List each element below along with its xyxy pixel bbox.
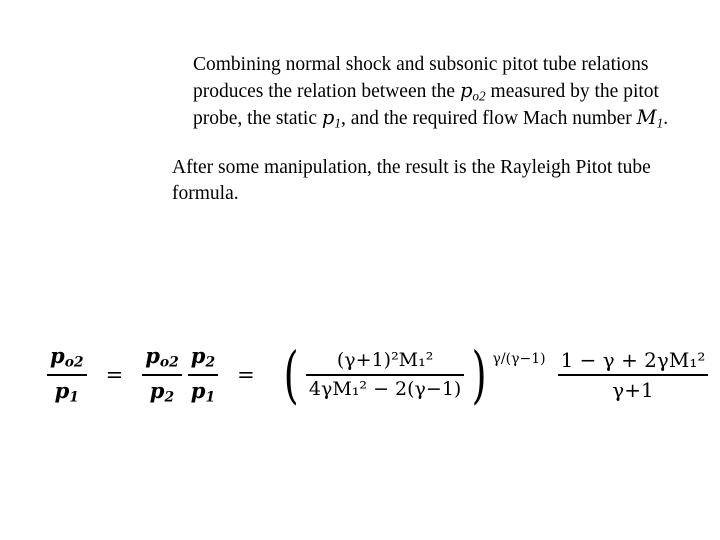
num-subscript: o2 bbox=[64, 354, 84, 371]
den-subscript: 1 bbox=[205, 389, 216, 406]
exponent-gamma-over-gamma-minus-one: γ/(γ−1) bbox=[492, 350, 546, 367]
den-symbol: p bbox=[190, 378, 206, 403]
parenthesized-power-term bbox=[279, 337, 546, 411]
den-subscript: 1 bbox=[69, 389, 79, 406]
equals-sign-2: = bbox=[237, 363, 255, 387]
num-symbol: p bbox=[190, 343, 206, 369]
subscript-o2: o2 bbox=[472, 88, 486, 104]
rayleigh-pitot-formula bbox=[44, 330, 704, 420]
paragraph-2-line-2: Pitot tube formula. bbox=[172, 156, 651, 204]
fraction-denominator bbox=[188, 378, 218, 407]
fraction-p2-over-p1 bbox=[188, 343, 218, 407]
left-parenthesis: ( bbox=[283, 337, 299, 411]
num-symbol: p bbox=[145, 343, 160, 369]
paragraph-1-line-1: Combining normal shock and subsonic pitot tube bbox=[193, 54, 577, 75]
paragraph-1-line-3-suffix: , and the bbox=[340, 108, 408, 130]
subscript-1: 1 bbox=[334, 115, 341, 131]
symbol-p-1: p bbox=[321, 106, 335, 130]
text-block bbox=[172, 52, 682, 206]
paragraph-2 bbox=[172, 155, 682, 207]
fraction-numerator bbox=[188, 343, 218, 372]
num-symbol: p bbox=[50, 343, 65, 369]
inner-numerator: (γ+1)²M₁² bbox=[336, 348, 434, 371]
num-subscript: o2 bbox=[159, 354, 179, 371]
fraction-bar bbox=[188, 374, 218, 376]
paragraph-1-line-3-prefix: measured by the pitot probe, the static bbox=[193, 80, 659, 130]
fraction-po2-over-p1 bbox=[47, 343, 87, 407]
final-numerator: 1 − γ + 2γM₁² bbox=[560, 347, 706, 372]
symbol-p-o2: p bbox=[459, 78, 473, 102]
fraction-denominator bbox=[52, 378, 82, 407]
fraction-bar bbox=[558, 374, 709, 376]
paragraph-1-line-4-suffix: . bbox=[663, 108, 669, 130]
num-subscript: 2 bbox=[205, 354, 216, 371]
fraction-numerator bbox=[142, 343, 182, 372]
inner-denominator: 4γM₁² − 2(γ−1) bbox=[308, 378, 462, 400]
final-denominator: γ+1 bbox=[612, 378, 654, 402]
den-subscript: 2 bbox=[164, 389, 175, 406]
paragraph-2-line-1: After some manipulation, the result is the Rayleigh bbox=[172, 156, 571, 178]
paragraph-1 bbox=[172, 52, 682, 133]
subscript-m1: 1 bbox=[656, 115, 664, 131]
den-symbol: p bbox=[149, 378, 165, 403]
fraction-po2-over-p2 bbox=[142, 343, 182, 407]
paragraph-1-line-2-prefix: relations produces the relation between the bbox=[193, 54, 649, 102]
fraction-bar bbox=[306, 374, 464, 376]
den-symbol: p bbox=[54, 378, 70, 403]
fraction-bar bbox=[142, 374, 182, 376]
symbol-m-1: M bbox=[636, 106, 657, 130]
final-fraction bbox=[558, 348, 709, 403]
fraction-numerator bbox=[47, 343, 87, 372]
fraction-bar bbox=[47, 374, 87, 376]
inner-fraction bbox=[306, 349, 464, 402]
equals-sign-1: = bbox=[105, 363, 124, 387]
fraction-denominator bbox=[147, 378, 177, 407]
right-parenthesis: ) bbox=[471, 337, 487, 411]
paragraph-1-line-4-prefix: required flow Mach number bbox=[412, 108, 637, 130]
